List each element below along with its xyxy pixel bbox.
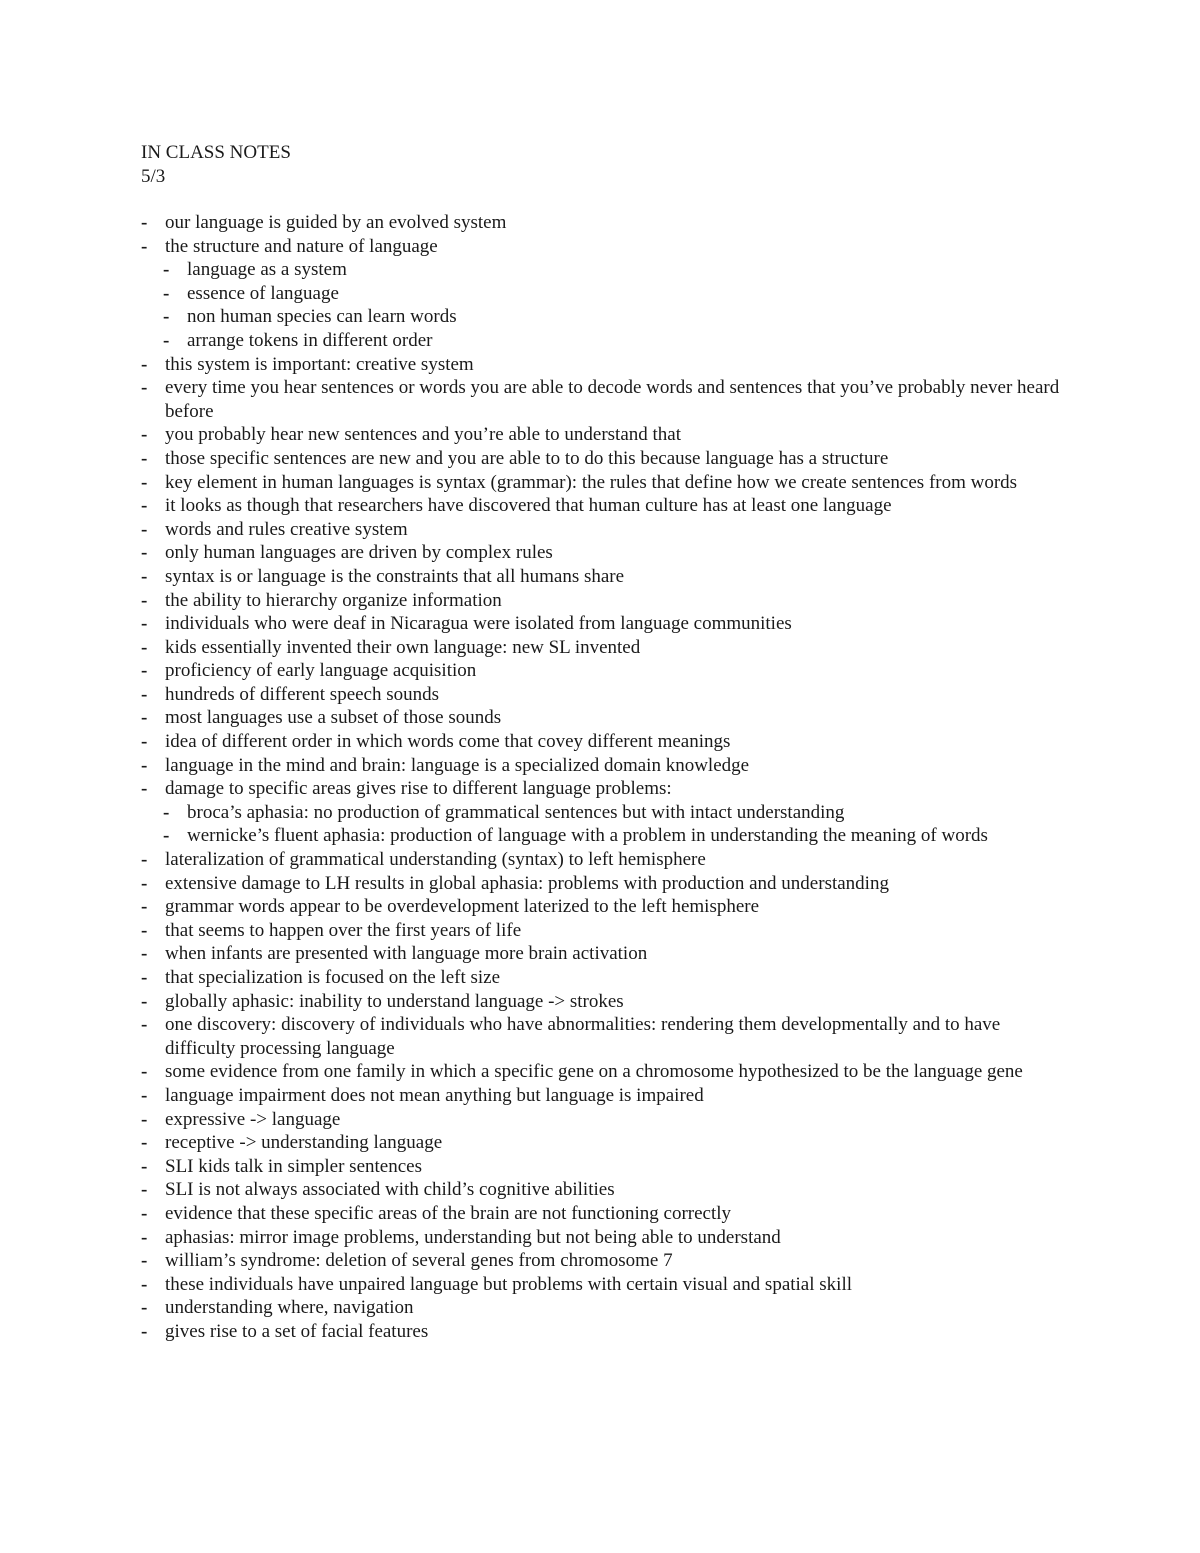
notes-list [141, 211, 1071, 1344]
list-item: - that specialization is focused on the left size [141, 966, 1071, 990]
list-item: - receptive -> understanding language [141, 1131, 1071, 1155]
sub-list-item: - arrange tokens in different order [163, 329, 1071, 353]
list-item: - this system is important: creative system [141, 353, 1071, 377]
sub-list-item: - language as a system [163, 258, 1071, 282]
list-item: - our language is guided by an evolved system [141, 211, 1071, 235]
document-date: 5/3 [141, 166, 166, 187]
list-item: - you probably hear new sentences and you’re able to understand that [141, 423, 1071, 447]
list-item: - extensive damage to LH results in global aphasia: problems with production and understanding [141, 872, 1071, 896]
list-item: - globally aphasic: inability to understand language -> strokes [141, 990, 1071, 1014]
list-item: - hundreds of different speech sounds [141, 683, 1071, 707]
list-item: - the structure and nature of language [141, 235, 1071, 259]
document-title: IN CLASS NOTES [141, 142, 291, 163]
sub-list-item: - wernicke’s fluent aphasia: production of language with a problem in understanding the meaning of words [163, 824, 1071, 848]
list-item: - one discovery: discovery of individuals who have abnormalities: rendering them developmentally and to have difficulty processing language [141, 1013, 1071, 1060]
list-item: - syntax is or language is the constraints that all humans share [141, 565, 1071, 589]
list-item: - SLI kids talk in simpler sentences [141, 1155, 1071, 1179]
list-item: - when infants are presented with language more brain activation [141, 942, 1071, 966]
list-item: - only human languages are driven by complex rules [141, 541, 1071, 565]
list-item: - those specific sentences are new and you are able to to do this because language has a structure [141, 447, 1071, 471]
list-item: - the ability to hierarchy organize information [141, 589, 1071, 613]
sub-list-item: - essence of language [163, 282, 1071, 306]
list-item: - gives rise to a set of facial features [141, 1320, 1071, 1344]
list-item: - expressive -> language [141, 1108, 1071, 1132]
list-item: - every time you hear sentences or words you are able to decode words and sentences that you’ve probably never heard before [141, 376, 1071, 423]
sub-list-item: - broca’s aphasia: no production of grammatical sentences but with intact understanding [163, 801, 1071, 825]
list-item: - proficiency of early language acquisition [141, 659, 1071, 683]
list-item: - william’s syndrome: deletion of several genes from chromosome 7 [141, 1249, 1071, 1273]
list-item: - language in the mind and brain: language is a specialized domain knowledge [141, 754, 1071, 778]
list-item: - some evidence from one family in which a specific gene on a chromosome hypothesized to be the language gene [141, 1060, 1071, 1084]
list-item: - language impairment does not mean anything but language is impaired [141, 1084, 1071, 1108]
list-item: - understanding where, navigation [141, 1296, 1071, 1320]
list-item: - evidence that these specific areas of the brain are not functioning correctly [141, 1202, 1071, 1226]
list-item: - these individuals have unpaired language but problems with certain visual and spatial skill [141, 1273, 1071, 1297]
list-item: - lateralization of grammatical understanding (syntax) to left hemisphere [141, 848, 1071, 872]
list-item: - SLI is not always associated with child’s cognitive abilities [141, 1178, 1071, 1202]
list-item: - aphasias: mirror image problems, understanding but not being able to understand [141, 1226, 1071, 1250]
list-item: - kids essentially invented their own language: new SL invented [141, 636, 1071, 660]
list-item: - grammar words appear to be overdevelopment laterized to the left hemisphere [141, 895, 1071, 919]
list-item: - idea of different order in which words come that covey different meanings [141, 730, 1071, 754]
sub-list-item: - non human species can learn words [163, 305, 1071, 329]
list-item: - most languages use a subset of those sounds [141, 706, 1071, 730]
list-item: - key element in human languages is syntax (grammar): the rules that define how we create sentences from words [141, 471, 1071, 495]
list-item: - individuals who were deaf in Nicaragua were isolated from language communities [141, 612, 1071, 636]
list-item: - that seems to happen over the first years of life [141, 919, 1071, 943]
list-item: - it looks as though that researchers have discovered that human culture has at least one language [141, 494, 1071, 518]
list-item: - damage to specific areas gives rise to different language problems: [141, 777, 1071, 801]
list-item: - words and rules creative system [141, 518, 1071, 542]
